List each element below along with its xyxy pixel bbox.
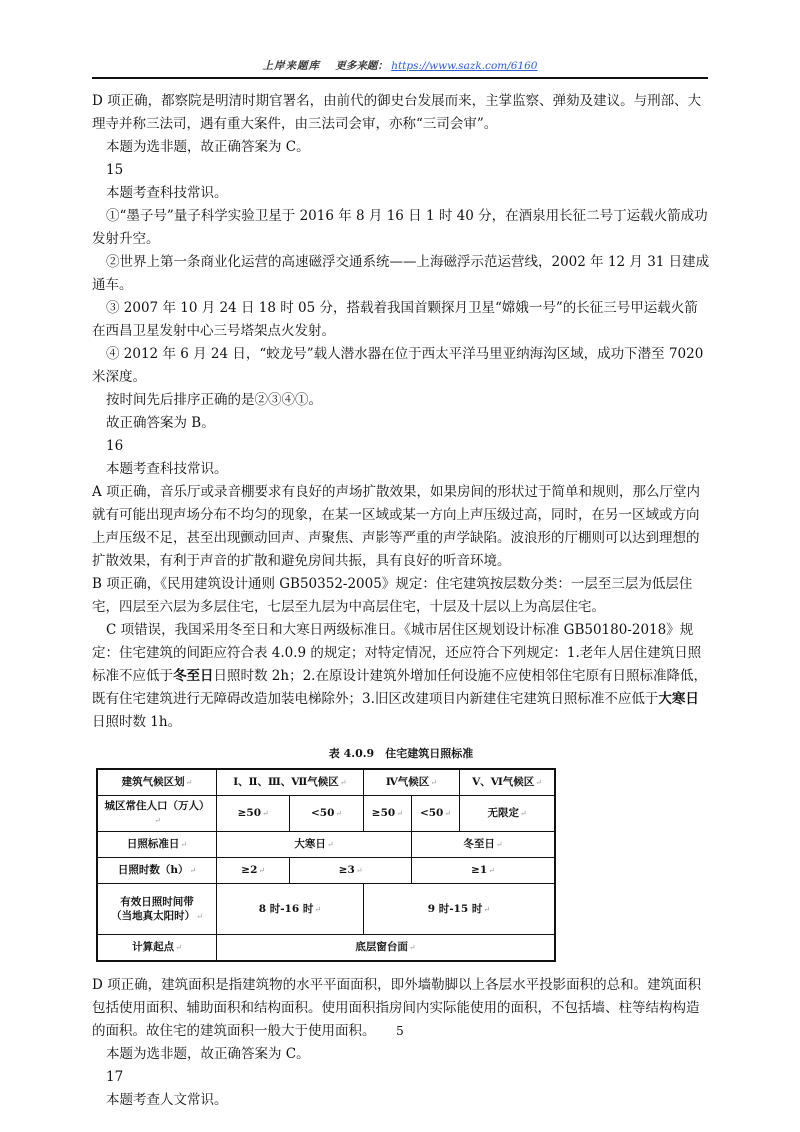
table-row [97,796,555,832]
table-cell: <50↵ [411,796,459,832]
header-brand: 上岸来题库 [262,60,321,72]
question-number: 17 [106,1069,124,1085]
paragraph: D 项正确，都察院是明清时期官署名，由前代的御史台发展而来，主掌监察、弹劾及建议。与刑部、大理寺并称三法司，遇有重大案件，由三法司会审，亦称“三司会审”。 [92,93,702,132]
header-url-link[interactable]: https://www.sazk.com/6160 [391,60,538,72]
paragraph: A 项正确，音乐厅或录音棚要求有良好的声场扩散效果，如果房间的形状过于简单和规则，那么厅堂内就有可能出现声场分布不均匀的现象，在某一区域或某一方向上声压级过高，同时，在另一区域或方向上声压级不足，甚至出现颤动回声、声聚焦、声影等严重的声学缺陷。波浪形的厅棚则可以达到理想的扩散效果，有利于声音的扩散和避免房间共振，具有良好的听音环境。 [92,484,701,569]
table-cell: 9 时-15 时↵ [363,884,555,935]
page-header [0,58,800,73]
paragraph: ④ 2012 年 6 月 24 日，“蛟龙号”载人潜水器在位于西太平洋马里亚纳海沟区域，成功下潜至 7020 米深度。 [92,346,704,385]
table-header-cell: 计算起点↵ [97,935,217,962]
table-header-cell: 日照标准日↵ [97,832,217,858]
paragraph: 故正确答案为 B。 [106,415,215,431]
table-row [97,935,555,962]
paragraph: ②世界上第一条商业化运营的高速磁浮交通系统——上海磁浮示范运营线，2002 年 12 月 31 日建成通车。 [92,254,710,293]
question-number: 15 [106,162,124,178]
table-header-cell: 建筑气候区划↵ [97,769,217,796]
table-row [97,832,555,858]
table-cell: ≥2↵ [217,858,290,884]
text-run: C 项错误，我国采用冬至日和大寒日两级标准日。《城市居住区规划设计标准 GB50180-2018》规定：住宅建筑的间距应符合表 4.0.9 的规定；对特定情况，还应符合下列规定：1.老年人居住建筑日照标准不应低于 [92,622,702,684]
table-cell: Ⅰ、Ⅱ、Ⅲ、Ⅶ气候区↵ [217,769,364,796]
table-header-cell: 有效日照时间带 （当地真太阳时）↵ [97,884,217,935]
table-cell: 8 时-16 时↵ [217,884,364,935]
table-title: 表 4.0.9 住宅建筑日照标准 [328,747,474,760]
table-cell: Ⅳ气候区↵ [363,769,459,796]
table-cell: 冬至日↵ [411,832,555,858]
table-header-cell: 日照时数（h）↵ [97,858,217,884]
table-cell: ≥50↵ [363,796,411,832]
table-row [97,884,555,935]
text-run: 日照时数 2h；2.在原设计建筑外增加任何设施不应使相邻住宅原有日照标准降低，既有住宅建筑进行无障碍改造加装电梯除外；3.旧区改建项目内新建住宅建筑日照标准不应低于 [92,668,707,707]
sunlight-standard-table [96,768,556,962]
paragraph: ①“墨子号”量子科学实验卫星于 2016 年 8 月 16 日 1 时 40 分，在酒泉用长征二号丁运载火箭成功发射升空。 [92,208,708,247]
table-cell: ≥50↵ [217,796,290,832]
header-label: 更多来题： [335,60,388,72]
paragraph: 按时间先后排序正确的是②③④①。 [106,392,322,408]
paragraph: 本题为选非题，故正确答案为 C。 [106,1046,310,1062]
table-cell: Ⅴ、Ⅵ气候区↵ [460,769,555,796]
text-run: 日照时数 1h。 [92,714,182,730]
table-cell: ≥3↵ [290,858,412,884]
paragraph: 本题为选非题，故正确答案为 C。 [106,139,310,155]
paragraph: D 项正确，建筑面积是指建筑物的水平平面面积，即外墙勒脚以上各层水平投影面积的总和。建筑面积包括使用面积、辅助面积和结构面积。使用面积指房间内实际能使用的面积，不包括墙、柱等结构构造的面积。故住宅的建筑面积一般大于使用面积。 [92,977,702,1039]
question-number: 16 [106,438,124,454]
paragraph-option-c [92,619,710,734]
paragraph: B 项正确，《民用建筑设计通则 GB50352-2005》规定：住宅建筑按层数分类：一层至三层为低层住宅，四层至六层为多层住宅，七层至九层为中高层住宅，十层及十层以上为高层住宅。 [92,576,693,615]
table-cell: <50↵ [290,796,363,832]
table-row [97,769,555,796]
bold-text-run: 大寒日 [658,691,699,707]
document-body [92,90,710,1112]
header-divider [92,77,708,79]
table-cell: 大寒日↵ [217,832,412,858]
table-cell: 底层窗台面↵ [217,935,556,962]
table-cell: 无限定↵ [460,796,555,832]
table-cell: ≥1↵ [411,858,555,884]
table-row [97,858,555,884]
paragraph: 本题考查科技常识。 [106,185,228,201]
paragraph: 本题考查人文常识。 [106,1092,228,1108]
paragraph: 本题考查科技常识。 [106,461,228,477]
table-header-cell: 城区常住人口（万人）↵ [97,796,217,832]
paragraph: ③ 2007 年 10 月 24 日 18 时 05 分，搭载着我国首颗探月卫星“嫦娥一号”的长征三号甲运载火箭在西昌卫星发射中心三号塔架点火发射。 [92,300,698,339]
bold-text-run: 冬至日 [173,668,214,684]
page-number: 5 [396,1024,404,1038]
